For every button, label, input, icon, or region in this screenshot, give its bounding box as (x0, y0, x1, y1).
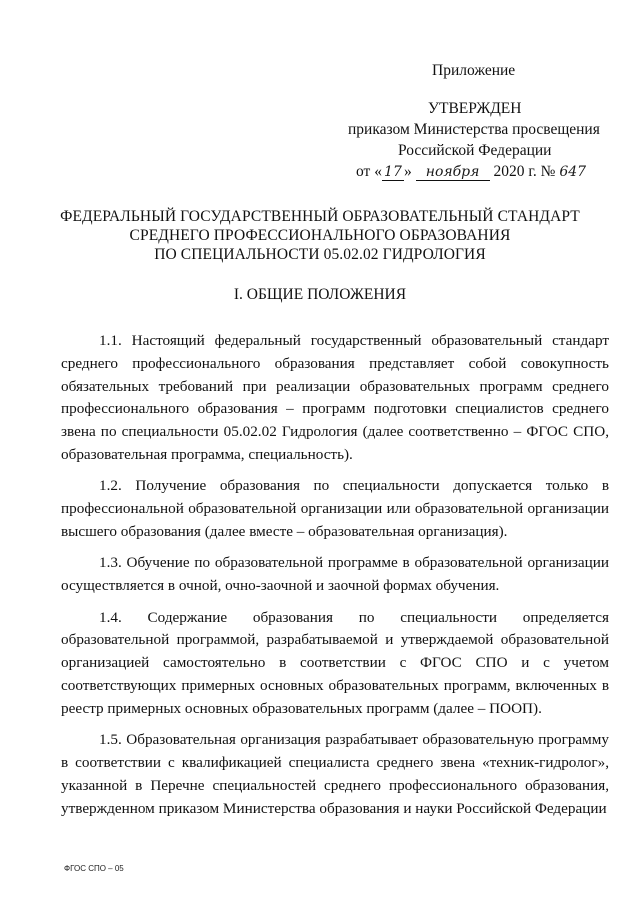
order-line: приказом Министерства просвещения (348, 121, 600, 138)
year-and-number-label: 2020 г. № (493, 163, 556, 180)
standard-title (40, 207, 600, 264)
approved-label: УТВЕРЖДЕН (428, 100, 522, 117)
date-prefix: от « (356, 163, 382, 180)
paragraph-1-2: 1.2. Получение образования по специальности допускается только в профессиональной образовательной организации или образовательной организации высшего образования (далее вместе – образовательная организация). (61, 477, 609, 540)
page-footer: ФГОС СПО – 05 (64, 864, 124, 873)
paragraph-1-4: 1.4. Содержание образования по специальности определяется образовательной программой, разрабатываемой и утверждаемой образовательной организацией самостоятельно в соответствии с ФГОС СПО и с учетом соответствующих примерных основных образовательных программ, включенных в реестр примерных основных образовательных программ (далее – ПООП). (61, 608, 609, 717)
title-line-2: СРЕДНЕГО ПРОФЕССИОНАЛЬНОГО ОБРАЗОВАНИЯ (129, 227, 511, 244)
title-line-3: ПО СПЕЦИАЛЬНОСТИ 05.02.02 ГИДРОЛОГИЯ (154, 246, 486, 263)
handwritten-order-number: 647 (559, 164, 587, 180)
body-text (61, 330, 609, 829)
paragraph-1-5: 1.5. Образовательная организация разрабатывает образовательную программу в соответствии с квалификацией специалиста среднего звена «техник-гидролог», указанной в Перечне специальностей среднего профессионального образования, утвержденном приказом Министерства образования и науки Российской Федерации (61, 731, 609, 817)
paragraph-1-3: 1.3. Обучение по образовательной программе в образовательной организации осуществляется в очной, очно-заочной и заочной формах обучения. (61, 554, 609, 595)
government-line: Российской Федерации (398, 142, 552, 159)
handwritten-day: 17 (382, 165, 404, 181)
date-separator: » (403, 163, 412, 180)
annex-label: Приложение (432, 62, 516, 79)
title-line-1: ФЕДЕРАЛЬНЫЙ ГОСУДАРСТВЕННЫЙ ОБРАЗОВАТЕЛЬНЫЙ СТАНДАРТ (60, 208, 580, 225)
section-heading: I. ОБЩИЕ ПОЛОЖЕНИЯ (233, 286, 407, 303)
paragraph-1-1: 1.1. Настоящий федеральный государственный образовательный стандарт среднего профессионального образования представляет собой совокупность обязательных требований при реализации образовательных программ среднего профессионального образования – программ подготовки специалистов среднего звена по специальности 05.02.02 Гидрология (далее соответственно – ФГОС СПО, образовательная программа, специальность). (61, 332, 609, 463)
order-date-line (340, 161, 600, 182)
approval-block (340, 60, 600, 182)
handwritten-month: ноября (416, 165, 490, 181)
